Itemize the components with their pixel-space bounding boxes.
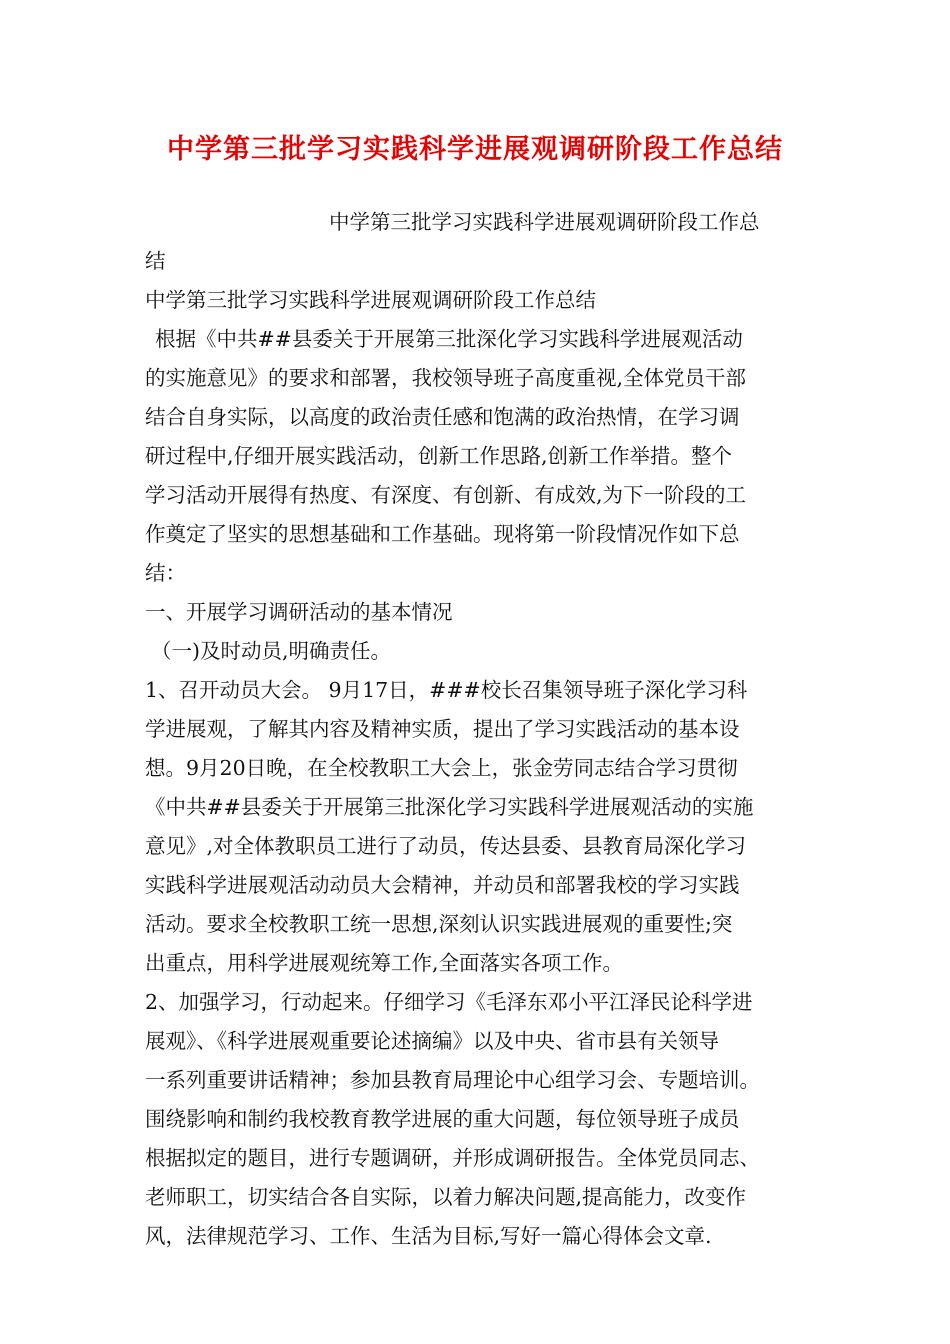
text-line: 根据拟定的题目，进行专题调研，并形成调研报告。全体党员同志、 — [145, 1146, 760, 1170]
document-title: 中学第三批学习实践科学进展观调研阶段工作总结 — [167, 134, 783, 165]
text-line: 中学第三批学习实践科学进展观调研阶段工作总 — [329, 210, 760, 234]
text-line: 活动。要求全校教职工统一思想,深刻认识实践进展观的重要性;突 — [145, 912, 733, 936]
text-line: 作奠定了坚实的思想基础和工作基础。现将第一阶段情况作如下总 — [145, 522, 740, 546]
text-line: 的实施意见》的要求和部署，我校领导班子高度重视,全体党员干部 — [145, 366, 747, 390]
text-line: 学习活动开展得有热度、有深度、有创新、有成效,为下一阶段的工 — [145, 483, 747, 507]
text-line: 《中共##县委关于开展第三批深化学习实践科学进展观活动的实施 — [145, 795, 754, 819]
text-line: 中学第三批学习实践科学进展观调研阶段工作总结 — [145, 288, 596, 312]
text-line: 结 — [145, 249, 166, 273]
text-line: 展观》、《科学进展观重要论述摘编》以及中央、省市县有关领导 — [145, 1029, 719, 1053]
document-body — [145, 203, 813, 1256]
section-heading: 一、开展学习调研活动的基本情况 — [145, 600, 453, 624]
text-line: 想。9月20日晚，在全校教职工大会上，张金劳同志结合学习贯彻 — [145, 756, 738, 780]
text-line: 结： — [145, 561, 186, 585]
subsection-heading: （一)及时动员,明确责任。 — [151, 639, 392, 663]
text-line: 研过程中,仔细开展实践活动，创新工作思路,创新工作举措。整个 — [145, 444, 733, 468]
text-line: 一系列重要讲话精神；参加县教育局理论中心组学习会、专题培训。 — [145, 1068, 760, 1092]
text-line: 学进展观，了解其内容及精神实质，提出了学习实践活动的基本设 — [145, 717, 740, 741]
text-line: 2、加强学习，行动起来。仔细学习《毛泽东邓小平江泽民论科学进 — [145, 990, 753, 1014]
text-line: 风，法律规范学习、工作、生活为目标,写好一篇心得体会文章. — [145, 1224, 712, 1248]
text-line: 根据《中共##县委关于开展第三批深化学习实践科学进展观活动 — [155, 327, 743, 351]
text-line: 1、召开动员大会。 9月17日，###校长召集领导班子深化学习科 — [145, 678, 748, 702]
text-line: 意见》,对全体教职员工进行了动员，传达县委、县教育局深化学习 — [145, 834, 747, 858]
text-line: 围绕影响和制约我校教育教学进展的重大问题，每位领导班子成员 — [145, 1107, 740, 1131]
text-line: 出重点，用科学进展观统筹工作,全面落实各项工作。 — [145, 951, 624, 975]
text-line: 结合自身实际，以高度的政治责任感和饱满的政治热情，在学习调 — [145, 405, 740, 429]
text-line: 老师职工，切实结合各自实际，以着力解决问题,提高能力，改变作 — [145, 1185, 747, 1209]
text-line: 实践科学进展观活动动员大会精神，并动员和部署我校的学习实践 — [145, 873, 740, 897]
